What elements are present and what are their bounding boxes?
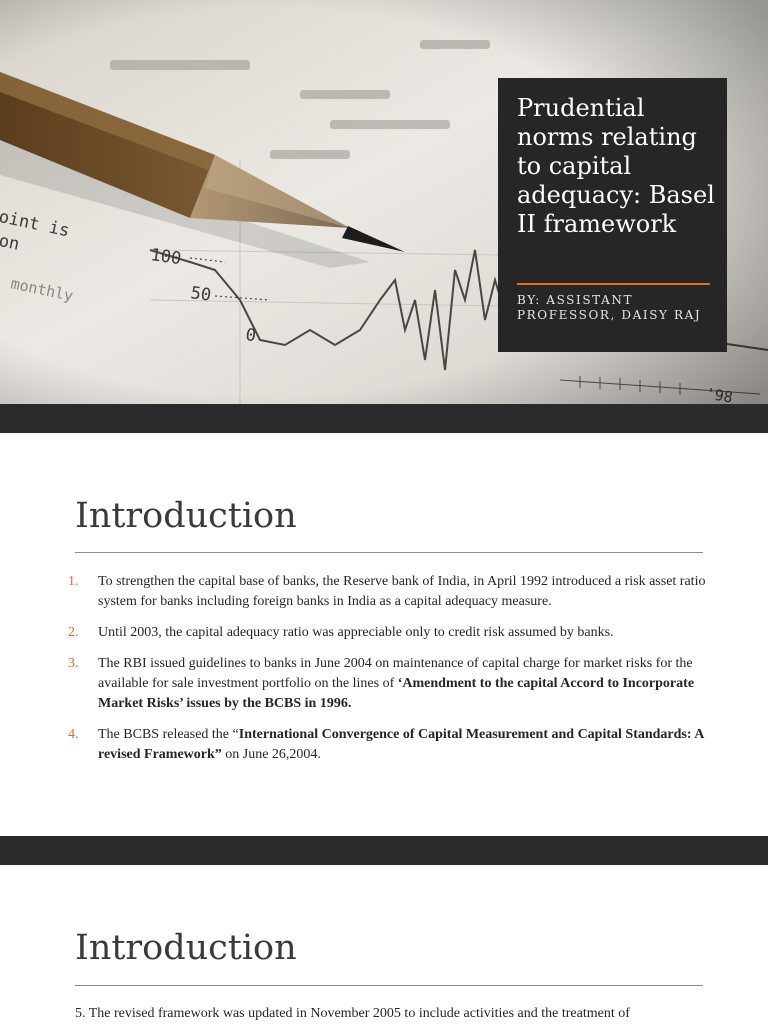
- list-item-text: To strengthen the capital base of banks, the Reserve bank of India, in April 1992 introduced a risk asset ratio system for banks including foreign banks in India as a capital adequacy measure.: [98, 574, 706, 609]
- title-accent-rule: [517, 283, 710, 285]
- presentation-title: Prudential norms relating to capital adequacy: Basel II framework: [517, 94, 715, 238]
- slide-separator-bar: [0, 836, 768, 865]
- list-item-text: The RBI issued guidelines to banks in June 2004 on maintenance of capital charge for market risks for the available for sale investment portfolio on the lines of: [98, 656, 693, 691]
- intro-list: [68, 572, 708, 776]
- title-box: [498, 78, 727, 352]
- list-item-text-after: on June 26,2004.: [221, 747, 321, 762]
- list-item: [68, 654, 708, 714]
- slide-separator-bar: [0, 404, 768, 433]
- list-number: 3.: [68, 656, 79, 671]
- list-number: 2.: [68, 625, 79, 640]
- slide3-body-text: 5. The revised framework was updated in November 2005 to include activities and the treatment of: [75, 1006, 630, 1021]
- list-item: [68, 572, 708, 612]
- author-line: BY: ASSISTANT PROFESSOR, DAISY RAJ: [517, 293, 702, 322]
- list-item-text: Until 2003, the capital adequacy ratio was appreciable only to credit risk assumed by banks.: [98, 625, 614, 640]
- list-item: [68, 623, 708, 643]
- list-item-bold-text: ‘Amendment to the capital Accord to Incorporate Market Risks’ issues by the BCBS in 1996.: [98, 676, 695, 711]
- list-item-bold-text: International Convergence of Capital Measurement and Capital Standards: A revised Framework”: [98, 727, 704, 762]
- list-number: 1.: [68, 574, 79, 589]
- slide2-heading-rule: [75, 552, 703, 553]
- title-slide: [0, 0, 768, 404]
- list-item-text: The BCBS released the “: [98, 727, 239, 742]
- slide2-heading: Introduction: [75, 496, 297, 536]
- list-number: 4.: [68, 727, 79, 742]
- slide3-heading-rule: [75, 985, 703, 986]
- list-item: [68, 725, 708, 765]
- slide3-heading: Introduction: [75, 928, 297, 968]
